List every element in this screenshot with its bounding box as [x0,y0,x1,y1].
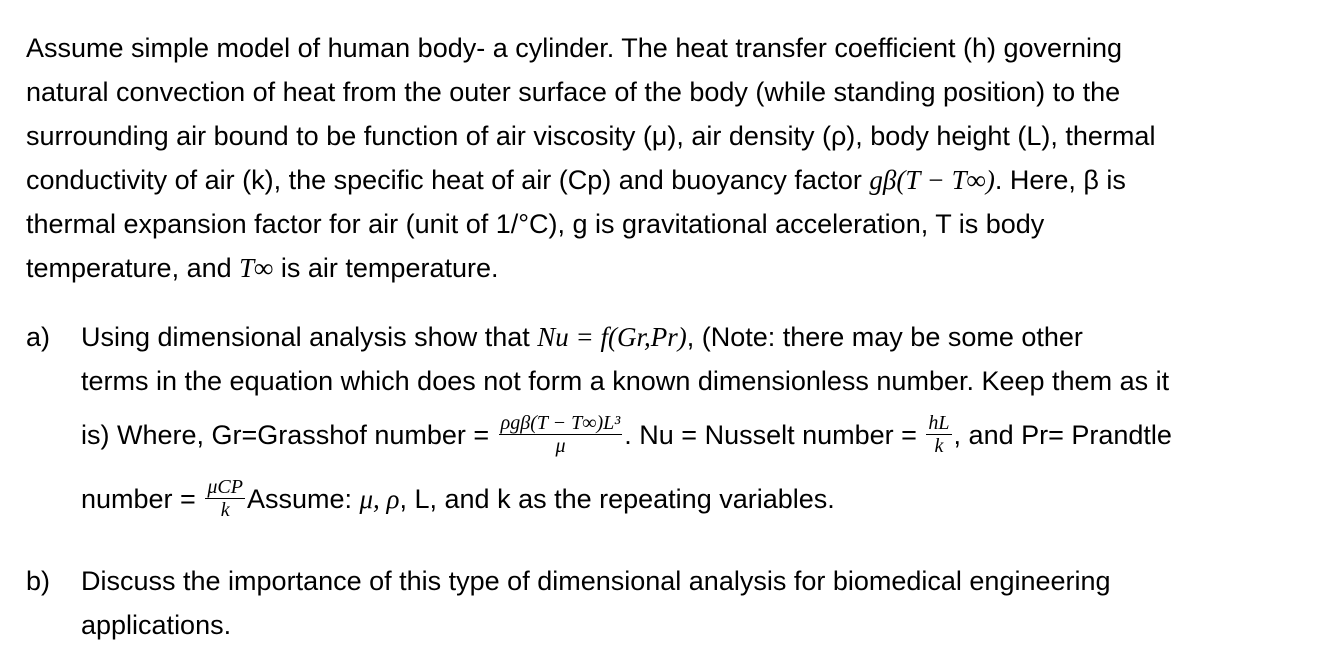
nusselt-denominator: k [934,435,944,458]
part-a-line-3-text: is) Where, Gr=Grasshof number = [81,420,497,450]
part-a-line-1-tail: , (Note: there may be some other [686,322,1083,352]
part-a [26,315,1316,531]
intro-line-4 [26,158,1316,202]
grashof-denominator: μ [555,435,566,458]
nusselt-fraction [926,412,951,457]
part-a-line-4-text: number = [81,484,204,514]
air-temperature-symbol: T∞ [239,253,274,283]
prandtl-fraction [205,476,245,521]
intro-line-6 [26,246,1316,290]
part-a-line-2: terms in the equation which does not form a known dimensionless number. Keep them as it [81,366,1170,396]
prandtl-numerator: μCP [207,476,243,499]
intro-paragraph [26,26,1316,290]
part-b-line-1: Discuss the importance of this type of dimensional analysis for biomedical engineering [81,566,1111,596]
part-a-line-3-tail: , and Pr= Prandtle [953,420,1172,450]
nusselt-function-expression: Nu = f(Gr,Pr) [537,322,687,352]
intro-line-2: natural convection of heat from the outer surface of the body (while standing position) to the [26,77,1121,107]
intro-line-3: surrounding air bound to be function of air viscosity (μ), air density (ρ), body height (L), thermal [26,121,1156,151]
intro-line-6-text: temperature, and [26,253,240,283]
intro-line-4-tail: . Here, β is [994,165,1126,195]
intro-line-5: thermal expansion factor for air (unit of 1/°C), g is gravitational acceleration, T is body [26,209,1045,239]
intro-line-1: Assume simple model of human body- a cylinder. The heat transfer coefficient (h) governing [26,33,1123,63]
part-a-line-1-text: Using dimensional analysis show that [81,322,538,352]
part-a-line-4-assume: Assume: [246,484,360,514]
intro-line-6-tail: is air temperature. [273,253,499,283]
part-a-marker: a) [26,322,51,352]
part-a-line-3 [81,403,1316,467]
part-a-line-1 [81,315,1316,359]
grashof-fraction [499,412,623,457]
grashof-numerator: ρgβ(T − T∞)L³ [500,412,621,435]
part-a-line-4-tail: , L, and k as the repeating variables. [399,484,835,514]
part-a-line-3-mid: . Nu = Nusselt number = [624,420,925,450]
document-page [26,26,1316,647]
repeating-variables-math: μ, ρ [359,484,400,514]
part-b [26,559,1316,647]
part-a-line-4 [81,467,1316,531]
nusselt-numerator: hL [928,412,950,435]
part-b-line-2: applications. [81,610,232,640]
prandtl-denominator: k [220,499,230,522]
part-b-marker: b) [26,566,51,596]
buoyancy-factor-expression: gβ(T − T∞) [869,165,995,195]
intro-line-4-text: conductivity of air (k), the specific heat of air (Cp) and buoyancy factor [26,165,870,195]
